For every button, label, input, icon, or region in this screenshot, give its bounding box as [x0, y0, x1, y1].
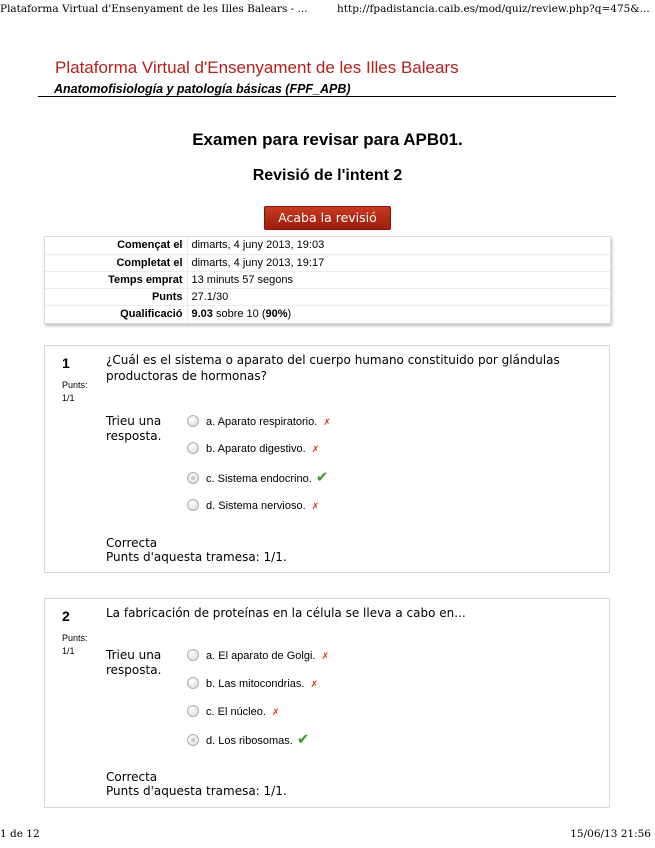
question-number: 1 [62, 355, 70, 371]
finish-review-button[interactable]: Acaba la revisió [264, 206, 391, 230]
print-footer [0, 828, 655, 844]
grade-text-end: ) [287, 307, 292, 320]
incorrect-icon: ✗ [311, 444, 320, 454]
summary-label: Començat el [45, 237, 187, 254]
grade-percent: 90% [265, 307, 288, 320]
answer-option[interactable] [187, 676, 318, 692]
option-label: c. El núcleo. [206, 706, 266, 718]
answer-option[interactable] [187, 648, 329, 664]
question-text: ¿Cuál es el sistema o aparato del cuerpo humano constituido por glándulas productoras de hormonas? [106, 353, 560, 383]
incorrect-icon: ✗ [271, 707, 280, 717]
summary-row-completed [45, 254, 610, 271]
answer-prompt: Trieu una resposta. [106, 414, 162, 443]
summary-row-started [45, 237, 610, 254]
page-counter: 1 de 12 [0, 828, 40, 840]
option-label: c. Sistema endocrino. [206, 473, 312, 485]
answer-option[interactable] [187, 414, 331, 430]
print-datetime: 15/06/13 21:56 [570, 828, 651, 840]
option-label: d. Los ribosomas. [206, 735, 293, 747]
attempt-title: Revisió de l'intent 2 [252, 167, 403, 184]
option-label: a. Aparato respiratorio. [206, 416, 318, 428]
summary-value: dimarts, 4 juny 2013, 19:03 [187, 237, 610, 254]
radio-button[interactable] [187, 499, 199, 511]
radio-button[interactable] [187, 415, 199, 427]
summary-value-grade [187, 305, 610, 322]
incorrect-icon: ✗ [323, 417, 331, 427]
question-1 [44, 345, 610, 573]
answer-option[interactable] [187, 441, 319, 457]
option-label: d. Sistema nervioso. [206, 500, 306, 512]
radio-button[interactable] [187, 442, 199, 454]
question-points-label: Punts: [62, 380, 88, 390]
summary-label: Punts [45, 288, 187, 305]
option-label: b. Aparato digestivo. [206, 443, 306, 455]
option-label: b. Las mitocondrias. [206, 678, 305, 690]
question-2 [44, 598, 610, 808]
question-outcome [106, 770, 287, 798]
summary-value: dimarts, 4 juny 2013, 19:17 [187, 254, 610, 271]
summary-value: 13 minuts 57 segons [187, 271, 610, 288]
print-header-url: http://fpadistancia.caib.es/mod/quiz/review.php?q=475&... [337, 3, 650, 15]
grade-score: 9.03 [191, 307, 213, 320]
question-points: 1/1 [62, 646, 75, 656]
answer-option[interactable] [187, 498, 319, 514]
incorrect-icon: ✗ [310, 679, 318, 689]
option-label: a. El aparato de Golgi. [206, 650, 316, 662]
radio-button[interactable] [187, 677, 199, 689]
print-header [0, 0, 655, 18]
correct-check-icon: ✔ [296, 731, 310, 748]
question-number: 2 [62, 608, 70, 624]
radio-button-checked[interactable] [187, 472, 199, 484]
attempt-summary-table [44, 236, 611, 324]
question-outcome [106, 536, 287, 564]
correct-check-icon: ✔ [315, 469, 329, 486]
radio-button[interactable] [187, 649, 199, 661]
question-text: La fabricación de proteínas en la célula se lleva a cabo en... [106, 606, 466, 620]
breadcrumb [38, 82, 616, 97]
summary-row-time-taken [45, 271, 610, 288]
radio-button-checked[interactable] [187, 734, 199, 746]
summary-row-grade [45, 305, 610, 322]
outcome-points: Punts d'aquesta tramesa: 1/1. [106, 784, 287, 798]
outcome-points: Punts d'aquesta tramesa: 1/1. [106, 550, 287, 564]
answer-option[interactable] [187, 704, 279, 720]
course-name[interactable]: Anatomofisiología y patología básicas (FPF_APB) [54, 82, 351, 96]
summary-label: Qualificació [45, 305, 187, 322]
incorrect-icon: ✗ [321, 651, 330, 661]
outcome-status: Correcta [106, 536, 158, 550]
print-header-title: Plataforma Virtual d'Ensenyament de les Illes Balears - ... [0, 3, 308, 15]
summary-label: Temps emprat [45, 271, 187, 288]
site-title[interactable]: Plataforma Virtual d'Ensenyament de les Illes Balears [55, 58, 459, 77]
summary-label: Completat el [45, 254, 187, 271]
summary-value: 27.1/30 [187, 288, 610, 305]
question-points: 1/1 [62, 393, 75, 403]
grade-text: sobre 10 ( [212, 307, 266, 320]
quiz-title: Examen para revisar para APB01. [192, 130, 463, 149]
outcome-status: Correcta [106, 770, 158, 784]
answer-prompt: Trieu una resposta. [106, 648, 162, 677]
radio-button[interactable] [187, 705, 199, 717]
answer-option-selected[interactable] [187, 470, 328, 486]
question-points-label: Punts: [62, 633, 88, 643]
answer-option-selected[interactable] [187, 732, 309, 748]
summary-row-points [45, 288, 610, 305]
incorrect-icon: ✗ [311, 501, 320, 511]
